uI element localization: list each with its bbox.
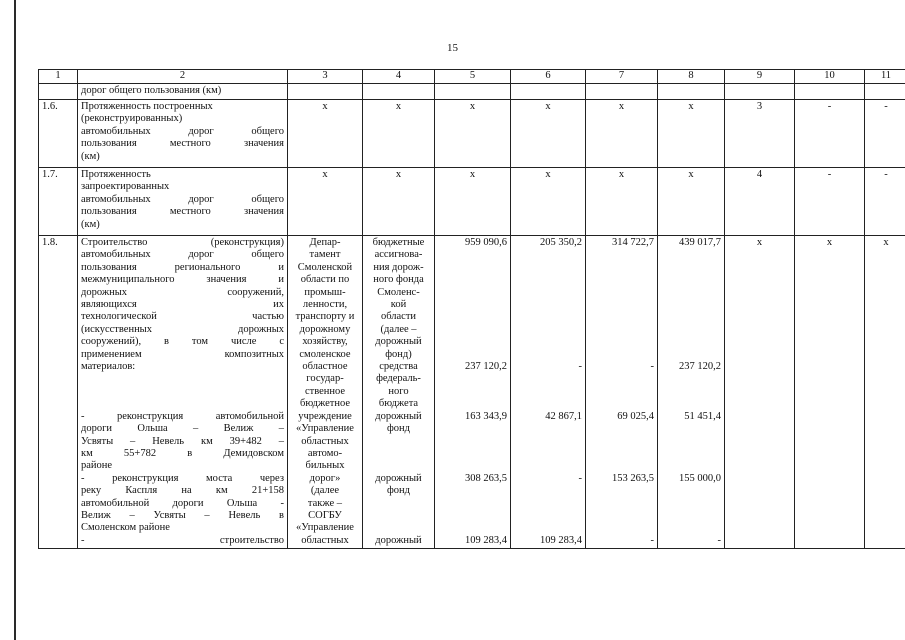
cell-line: областных [301, 534, 349, 546]
header-cell: 7 [586, 70, 658, 84]
cell-line: государ- [306, 373, 344, 385]
cell-empty [39, 84, 78, 100]
amount-spacer [438, 522, 507, 534]
amount-value: - [578, 472, 582, 484]
amount-spacer [661, 324, 721, 336]
amount-value: 314 722,7 [612, 237, 654, 248]
amount-spacer [514, 522, 582, 534]
amount-spacer [514, 324, 582, 336]
header-cell: 5 [435, 70, 511, 84]
header-cell: 11 [865, 70, 905, 84]
cell-line: фонд [386, 423, 410, 435]
continuation-row [39, 84, 905, 100]
amount-value: 959 090,6 [465, 237, 507, 248]
cell-line: смоленское [299, 348, 351, 360]
cell-empty [658, 84, 725, 100]
amount-value: 439 017,7 [679, 237, 721, 248]
cell-line: (далее [310, 485, 340, 497]
cell-line: промыш- [304, 286, 346, 298]
cell-line: ного фонда [373, 274, 424, 286]
cell-indicator-2: - [795, 100, 865, 168]
cell-line: бюджетные [372, 237, 425, 248]
cell-empty [511, 84, 586, 100]
amount-spacer [661, 336, 721, 348]
amount-spacer [438, 249, 507, 261]
amount-spacer [514, 373, 582, 385]
cell-line: материалов: [81, 361, 136, 373]
row-description [78, 100, 288, 168]
table-row-1-6 [39, 100, 905, 168]
cell-line: транспорту и [295, 311, 355, 323]
cell-line: хозяйству, [302, 336, 348, 348]
cell-line: дорожный [375, 534, 422, 546]
cell-source [363, 236, 435, 549]
header-cell: 6 [511, 70, 586, 84]
desc-line: пользования местного значения [81, 138, 284, 150]
cell-line: (искусственных дорожных [81, 323, 284, 335]
amount-spacer [438, 287, 507, 299]
amount-spacer [661, 460, 721, 472]
header-cell: 1 [39, 70, 78, 84]
cell-line: «Управление [296, 522, 354, 534]
desc-line: (км) [81, 150, 100, 162]
amount-spacer [438, 398, 507, 410]
amount-spacer [589, 249, 654, 261]
amount-value: - [717, 534, 721, 546]
amount-value: 237 120,2 [679, 361, 721, 373]
cell-line: Смоленской [297, 261, 353, 273]
cell-line: являющихся их [81, 299, 284, 311]
cell-line: - строительство [81, 534, 284, 546]
cell-line: (далее – [380, 323, 417, 335]
amount-spacer [514, 262, 582, 274]
amount-spacer [589, 349, 654, 361]
amount-value: 69 025,4 [617, 410, 654, 422]
cell-line: Смоленском районе [81, 522, 170, 534]
amount-value: 42 867,1 [545, 410, 582, 422]
cell-line: реку Каспля на км 21+158 [81, 485, 284, 497]
cell-line [366, 522, 431, 534]
amount-spacer [438, 311, 507, 323]
desc-line: (км) [81, 218, 100, 230]
cell-line: дорог» [309, 472, 341, 484]
amount-spacer [661, 311, 721, 323]
header-row [39, 70, 905, 84]
amount-spacer [514, 287, 582, 299]
cell-total [435, 236, 511, 549]
cell-line: ассигнова- [374, 249, 423, 261]
cell-indicator-1: 3 [725, 100, 795, 168]
cell-line: Депар- [309, 237, 341, 248]
amount-spacer [514, 510, 582, 522]
cell-line: автомо- [307, 447, 343, 459]
desc-line: пользования местного значения [81, 206, 284, 218]
cell-line: дороги Ольша – Велиж – [81, 423, 284, 435]
cell-total: х [435, 168, 511, 236]
amount-spacer [589, 299, 654, 311]
amount-spacer [514, 485, 582, 497]
cell-executor [288, 236, 363, 549]
cell-indicator-2: - [795, 168, 865, 236]
cell-line: применением композитных [81, 348, 284, 360]
amount-spacer [661, 262, 721, 274]
amount-spacer [438, 460, 507, 472]
cell-year-2: х [586, 168, 658, 236]
cell-line: км 55+782 в Демидовском [81, 447, 284, 459]
amount-spacer [589, 287, 654, 299]
row-description [78, 236, 288, 549]
cell-line: Смоленс- [377, 286, 420, 298]
amount-spacer [661, 485, 721, 497]
cell-line: области по [300, 274, 350, 286]
cell-year-3: х [658, 168, 725, 236]
amount-spacer [589, 510, 654, 522]
table-row-1-8 [39, 236, 905, 549]
amount-spacer [589, 386, 654, 398]
amount-spacer [661, 274, 721, 286]
amount-value: 109 283,4 [540, 534, 582, 546]
cell-line: фонд [386, 485, 410, 497]
amount-value: 205 350,2 [540, 237, 582, 248]
cell-empty [725, 84, 795, 100]
desc-line: (реконструированных) [81, 113, 183, 125]
cell-line: Усвяты – Невель км 39+482 – [81, 435, 284, 447]
amount-value: - [650, 534, 654, 546]
amount-value: - [650, 361, 654, 373]
cell-line [366, 498, 431, 510]
amount-spacer [514, 274, 582, 286]
amount-spacer [661, 398, 721, 410]
amount-spacer [661, 522, 721, 534]
cell-line: бюджетное [299, 398, 351, 410]
amount-spacer [589, 274, 654, 286]
amount-spacer [661, 386, 721, 398]
cell-line: бюджета [378, 398, 419, 410]
desc-line: Протяженность [81, 169, 151, 180]
cell-empty [865, 84, 905, 100]
cell-year-1: х [511, 168, 586, 236]
cell-line: ственное [304, 385, 346, 397]
cell-year-2: х [586, 100, 658, 168]
amount-spacer [438, 485, 507, 497]
cell-line: - реконструкция моста через [81, 472, 284, 484]
page-number: 15 [447, 42, 458, 54]
cell-year-3 [658, 236, 725, 549]
cell-indicator-1: 4 [725, 168, 795, 236]
cell-line: бильных [305, 460, 345, 472]
header-cell: 4 [363, 70, 435, 84]
amount-spacer [438, 448, 507, 460]
desc-line: запроектированных [81, 181, 170, 193]
header-cell: 3 [288, 70, 363, 84]
continuation-text: дорог общего пользования (км) [78, 84, 288, 100]
amount-spacer [589, 522, 654, 534]
cell-line: СОГБУ [308, 509, 342, 521]
cell-line [366, 436, 431, 448]
cell-line: области [380, 311, 417, 323]
amount-spacer [589, 311, 654, 323]
header-cell: 2 [78, 70, 288, 84]
row-number: 1.8. [39, 236, 78, 549]
cell-line: ленности, [302, 299, 348, 311]
amount-spacer [438, 299, 507, 311]
header-cell: 10 [795, 70, 865, 84]
amount-spacer [661, 423, 721, 435]
cell-line: технологической частью [81, 311, 284, 323]
cell-executor: х [288, 100, 363, 168]
cell-indicator-3: - [865, 100, 905, 168]
amount-value: 51 451,4 [684, 410, 721, 422]
amount-spacer [514, 249, 582, 261]
amount-spacer [438, 436, 507, 448]
cell-line: автомобильной дороги Ольша - [81, 497, 284, 509]
amount-spacer [589, 262, 654, 274]
amount-spacer [589, 324, 654, 336]
amount-spacer [438, 349, 507, 361]
cell-line [81, 373, 284, 385]
amount-spacer [661, 249, 721, 261]
cell-year-2 [586, 236, 658, 549]
amount-value: 163 343,9 [465, 410, 507, 422]
cell-line: Велиж – Усвяты – Невель в [81, 509, 284, 521]
amount-spacer [438, 498, 507, 510]
cell-line: дорожный [375, 336, 422, 348]
row-number: 1.6. [39, 100, 78, 168]
program-table [38, 69, 905, 549]
amount-spacer [438, 386, 507, 398]
amount-spacer [514, 336, 582, 348]
amount-spacer [589, 485, 654, 497]
amount-spacer [589, 498, 654, 510]
cell-total: х [435, 100, 511, 168]
cell-line: «Управление [296, 423, 354, 435]
amount-spacer [438, 373, 507, 385]
cell-line: дорожных сооружений, [81, 286, 284, 298]
cell-indicator-3: х [865, 236, 905, 549]
amount-spacer [661, 498, 721, 510]
cell-line: ного [388, 385, 409, 397]
cell-line: дорожный [375, 472, 422, 484]
amount-spacer [589, 436, 654, 448]
amount-spacer [661, 349, 721, 361]
cell-line: фонд) [385, 348, 412, 360]
cell-line: средства [379, 361, 418, 373]
cell-line [81, 386, 284, 398]
amount-spacer [438, 510, 507, 522]
cell-executor: х [288, 168, 363, 236]
amount-spacer [438, 262, 507, 274]
cell-line: пользования регионального и [81, 261, 284, 273]
cell-line: дорожному [299, 323, 351, 335]
cell-line: районе [81, 460, 113, 472]
cell-line: областное [302, 361, 348, 373]
amount-spacer [589, 423, 654, 435]
amount-spacer [589, 373, 654, 385]
amount-spacer [438, 336, 507, 348]
desc-line: автомобильных дорог общего [81, 193, 284, 205]
cell-empty [435, 84, 511, 100]
amount-spacer [438, 423, 507, 435]
cell-source: х [363, 100, 435, 168]
cell-line: федераль- [376, 373, 421, 385]
amount-spacer [514, 460, 582, 472]
amount-spacer [661, 510, 721, 522]
cell-indicator-2: х [795, 236, 865, 549]
cell-empty [586, 84, 658, 100]
amount-spacer [438, 274, 507, 286]
cell-line: межмуниципального значения и [81, 274, 284, 286]
cell-year-1 [511, 236, 586, 549]
amount-spacer [514, 448, 582, 460]
amount-spacer [514, 436, 582, 448]
row-number: 1.7. [39, 168, 78, 236]
header-cell: 9 [725, 70, 795, 84]
cell-line: областных [301, 435, 349, 447]
amount-value: 308 263,5 [465, 472, 507, 484]
header-cell: 8 [658, 70, 725, 84]
cell-line: Строительство (реконструкция) [81, 237, 284, 248]
amount-spacer [514, 398, 582, 410]
amount-value: - [578, 361, 582, 373]
cell-line [366, 448, 431, 460]
cell-line [81, 398, 284, 410]
row-description [78, 168, 288, 236]
cell-line: дорожный [375, 410, 422, 422]
desc-line: Протяженность построенных [81, 101, 213, 112]
amount-spacer [661, 373, 721, 385]
amount-spacer [514, 386, 582, 398]
cell-empty [288, 84, 363, 100]
amount-value: 237 120,2 [465, 361, 507, 373]
amount-value: 153 263,5 [612, 472, 654, 484]
table-row-1-7 [39, 168, 905, 236]
amount-spacer [514, 498, 582, 510]
cell-indicator-3: - [865, 168, 905, 236]
cell-line: - реконструкция автомобильной [81, 410, 284, 422]
amount-spacer [514, 311, 582, 323]
amount-spacer [438, 324, 507, 336]
cell-line [366, 460, 431, 472]
amount-spacer [661, 299, 721, 311]
cell-line: также – [307, 497, 343, 509]
cell-line [366, 510, 431, 522]
amount-value: 155 000,0 [679, 472, 721, 484]
amount-spacer [514, 423, 582, 435]
cell-line: учреждение [298, 410, 352, 422]
cell-indicator-1: х [725, 236, 795, 549]
cell-line: тамент [309, 249, 341, 261]
cell-empty [795, 84, 865, 100]
cell-source: х [363, 168, 435, 236]
cell-line: ния дорож- [373, 261, 424, 273]
amount-spacer [661, 448, 721, 460]
cell-year-1: х [511, 100, 586, 168]
cell-empty [363, 84, 435, 100]
cell-line: сооружений), в том числе с [81, 336, 284, 348]
amount-spacer [589, 460, 654, 472]
desc-line: автомобильных дорог общего [81, 125, 284, 137]
amount-spacer [514, 349, 582, 361]
amount-spacer [589, 448, 654, 460]
amount-spacer [661, 287, 721, 299]
page-edge-line [14, 0, 16, 640]
cell-line: кой [390, 299, 407, 311]
amount-spacer [589, 398, 654, 410]
amount-spacer [661, 436, 721, 448]
amount-value: 109 283,4 [465, 534, 507, 546]
cell-line: автомобильных дорог общего [81, 249, 284, 261]
amount-spacer [589, 336, 654, 348]
amount-spacer [514, 299, 582, 311]
cell-year-3: х [658, 100, 725, 168]
